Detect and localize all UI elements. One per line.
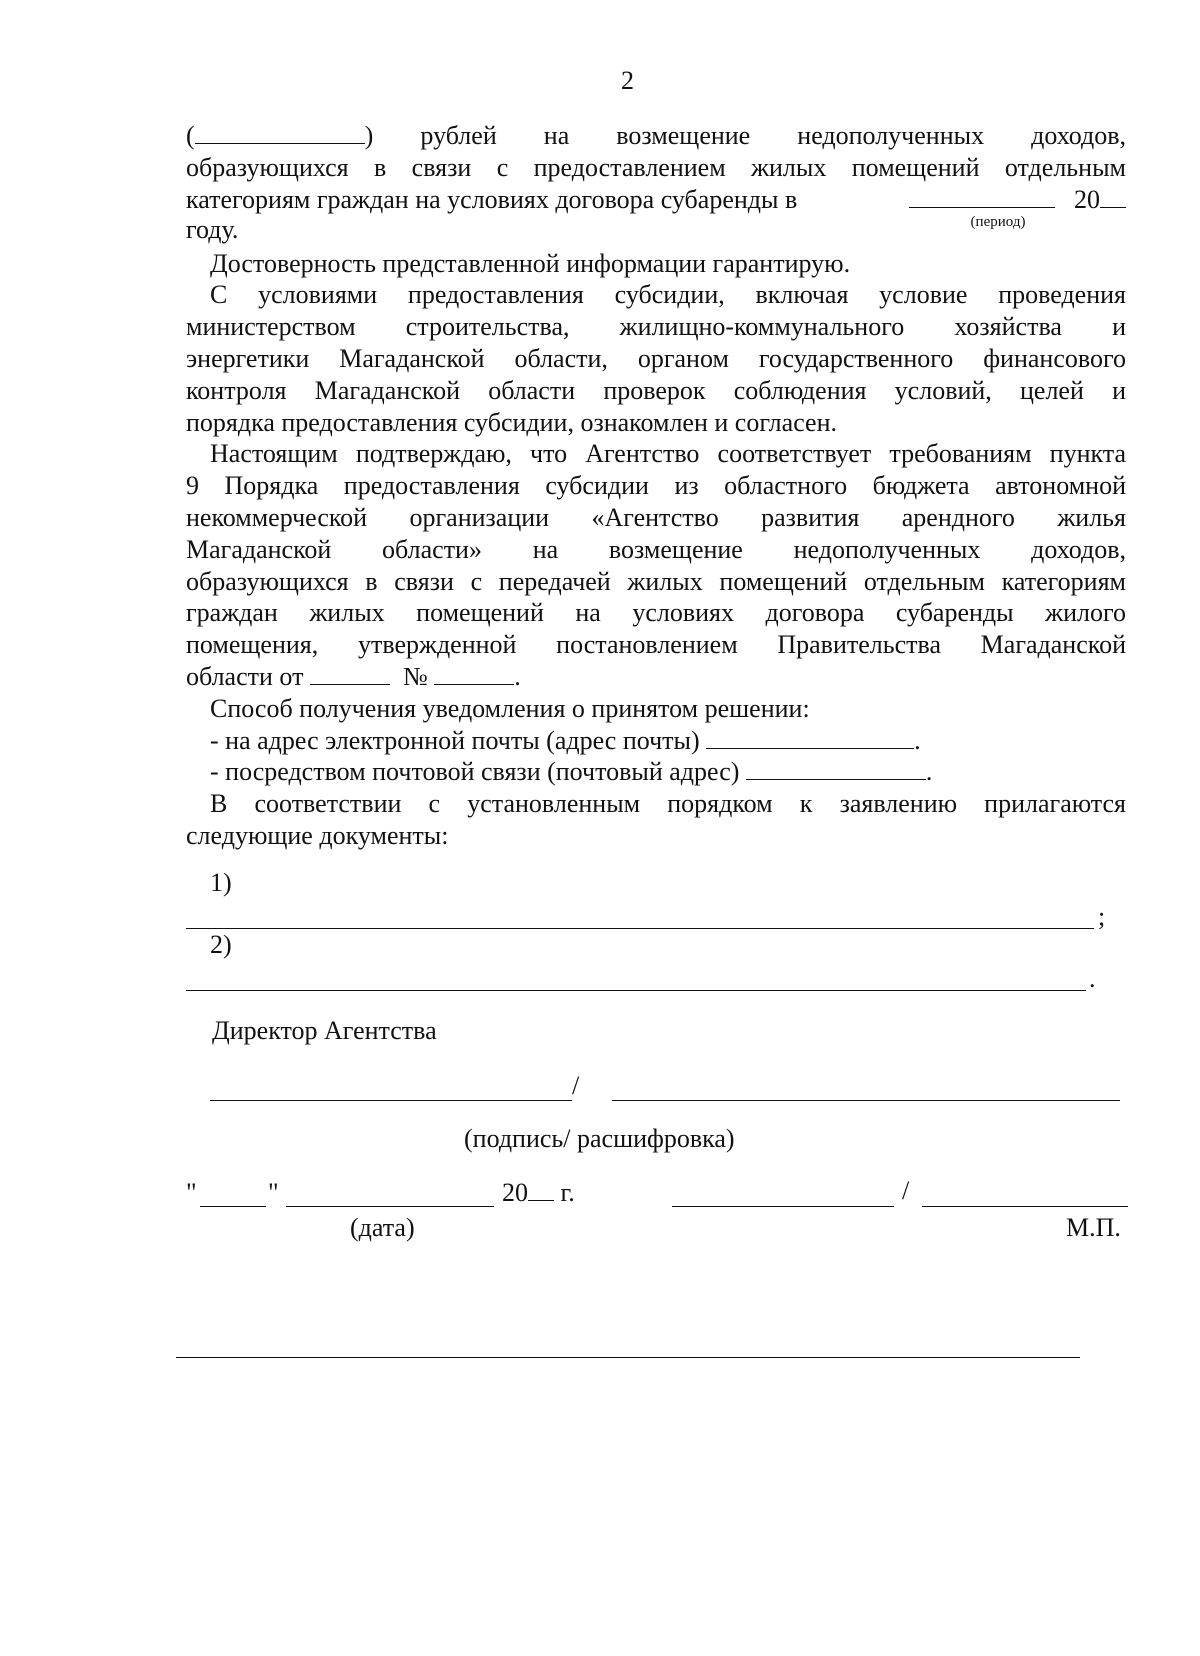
documents-line: следующие документы:	[186, 820, 449, 850]
date-year-suffix: г.	[560, 1178, 575, 1207]
email-blank	[706, 726, 914, 749]
date-year-prefix: 20	[502, 1178, 528, 1207]
conditions-line: министерством строительства, жилищно-коммунального хозяйства и	[186, 312, 1126, 342]
notification-email: - на адрес электронной почты (адрес почты) .	[210, 725, 921, 755]
amount-line-text: рублей на возмещение недополученных доходов,	[420, 121, 1126, 150]
year-prefix: 20	[1074, 184, 1100, 214]
number-sign: №	[402, 661, 428, 691]
page-number: 2	[621, 66, 634, 95]
period-year	[909, 184, 1127, 216]
confirmation-line: 9 Порядка предоставления субсидии из областного бюджета автономной	[186, 471, 1126, 501]
year-word: году.	[186, 214, 239, 244]
open-paren: (	[186, 121, 195, 150]
documents-line: В соответствии с установленным порядком к заявлению прилагаются	[210, 789, 1126, 819]
year-blank	[1100, 185, 1126, 208]
document-item-1-line	[186, 928, 1094, 929]
day-blank	[200, 1206, 266, 1207]
confirmation-line: помещения, утвержденной постановлением Правительства Магаданской	[186, 630, 1126, 660]
transcript-line	[612, 1100, 1120, 1101]
signature-slash: /	[572, 1071, 580, 1100]
semicolon: ;	[1098, 902, 1106, 931]
close-paren: )	[364, 121, 374, 150]
resolution-date-blank	[310, 662, 390, 685]
notification-post: - посредством почтовой связи (почтовый адрес) .	[210, 757, 933, 787]
amount-blank	[195, 121, 365, 144]
confirmation-line: Настоящим подтверждаю, что Агентство соответствует требованиям пункта	[210, 439, 1126, 469]
document-item-2: 2)	[210, 930, 232, 959]
seal-transcript-line	[922, 1206, 1128, 1207]
postal-address-blank	[746, 757, 926, 780]
seal-mark: М.П.	[1066, 1213, 1121, 1242]
resolution-date-label: области от	[186, 661, 304, 691]
document-item-2-line	[186, 990, 1086, 991]
year-line	[186, 213, 1126, 248]
conditions-line: порядка предоставления субсидии, ознакомлен и согласен.	[186, 407, 838, 437]
reliability-statement: Достоверность представленной информации гарантирую.	[210, 248, 851, 278]
period-line	[186, 184, 1126, 216]
closing-rule	[176, 1357, 1080, 1358]
conditions-line: энергетики Магаданской области, органом государственного финансового	[186, 343, 1126, 373]
period-line-text: категориям граждан на условиях договора субаренды в	[186, 184, 798, 214]
period-blank	[909, 185, 1055, 208]
period-hint: (период)	[970, 213, 1026, 230]
notification-heading: Способ получения уведомления о принятом решении:	[210, 693, 810, 723]
date-close-quote: "	[268, 1178, 279, 1207]
confirmation-line: образующихся в связи с передачей жилых помещений отдельным категориям	[186, 566, 1126, 596]
signature-caption: (подпись/ расшифровка)	[464, 1124, 735, 1153]
date-caption: (дата)	[350, 1213, 415, 1242]
date-open-quote: "	[186, 1178, 197, 1207]
confirmation-line: Магаданской области» на возмещение недополученных доходов,	[186, 534, 1126, 564]
notification-post-label: - посредством почтовой связи (почтовый адрес)	[210, 757, 740, 787]
confirmation-line: граждан жилых помещений на условиях договора субаренды жилого	[186, 598, 1126, 628]
confirmation-line: некоммерческой организации «Агентство развития арендного жилья	[186, 502, 1126, 532]
director-title: Директор Агентства	[212, 1016, 437, 1045]
signature-line	[210, 1100, 572, 1101]
amount-line	[186, 120, 1126, 152]
seal-signature-line	[672, 1206, 894, 1207]
resolution-date-line: области от № .	[186, 661, 521, 691]
document-item-1: 1)	[210, 868, 232, 897]
conditions-line: С условиями предоставления субсидии, включая условие проведения	[210, 280, 1126, 310]
month-blank	[286, 1206, 494, 1207]
paragraph-line: образующихся в связи с предоставлением жилых помещений отдельным	[186, 152, 1126, 182]
seal-slash: /	[902, 1176, 910, 1205]
document-body	[186, 120, 1126, 852]
date-year	[502, 1178, 575, 1208]
date-year-blank	[528, 1180, 554, 1201]
conditions-line: контроля Магаданской области проверок соблюдения условий, целей и	[186, 375, 1126, 405]
resolution-number-blank	[434, 662, 514, 685]
notification-email-label: - на адрес электронной почты (адрес почты)	[210, 725, 700, 755]
period-mark: .	[1089, 964, 1096, 993]
